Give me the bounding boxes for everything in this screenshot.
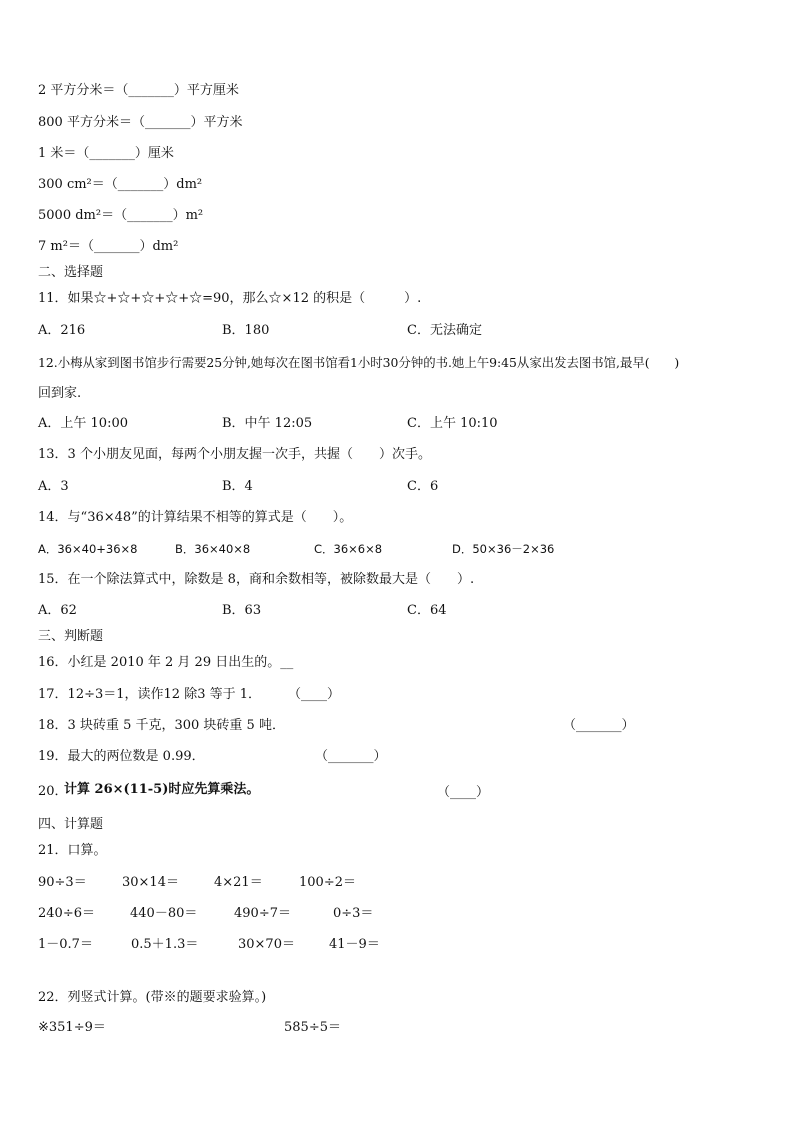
q18-answer-blank: （_______） bbox=[563, 718, 635, 733]
q11-option-b: B．180 bbox=[222, 323, 270, 338]
mental-math-item: 90÷3＝ bbox=[38, 875, 87, 890]
q14-option-a: A．36×40+36×8 bbox=[38, 542, 138, 556]
question-19: 19．最大的两位数是 0.99． bbox=[38, 749, 205, 764]
q20-answer-blank: （____） bbox=[437, 785, 490, 800]
question-12: 12.小梅从家到图书馆步行需要25分钟,她每次在图书馆看1小时30分钟的书.她上午9:45从家出发去图书馆,最早( ) bbox=[38, 355, 680, 370]
question-16: 16．小红是 2010 年 2 月 29 日出生的。__ bbox=[38, 655, 294, 670]
q12-option-b: B．中午 12:05 bbox=[222, 416, 313, 431]
q14-option-c: C．36×6×8 bbox=[314, 542, 383, 556]
question-21: 21．口算。 bbox=[38, 843, 107, 858]
conversion-item: 5000 dm²＝（_______）m² bbox=[38, 208, 204, 223]
q13-option-c: C．6 bbox=[407, 479, 439, 494]
mental-math-item: 30×70＝ bbox=[238, 937, 295, 952]
mental-math-item: 440－80＝ bbox=[130, 906, 198, 921]
section-heading-judge: 三、判断题 bbox=[38, 629, 104, 644]
question-17: 17．12÷3＝1，读作12 除3 等于 1． bbox=[38, 687, 261, 702]
q19-answer-blank: （_______） bbox=[315, 749, 387, 764]
mental-math-item: 4×21＝ bbox=[214, 875, 263, 890]
q12-option-a: A．上午 10:00 bbox=[38, 416, 128, 431]
conversion-item: 800 平方分米＝（_______）平方米 bbox=[38, 115, 243, 130]
mental-math-item: 30×14＝ bbox=[122, 875, 179, 890]
q15-option-a: A．62 bbox=[38, 603, 77, 618]
conversion-item: 2 平方分米＝（_______）平方厘米 bbox=[38, 83, 239, 98]
question-20-number: 20． bbox=[38, 784, 68, 799]
conversion-item: 1 米＝（_______）厘米 bbox=[38, 146, 174, 161]
question-22: 22．列竖式计算。(带※的题要求验算。) bbox=[38, 990, 267, 1005]
vertical-calc-item: ※351÷9＝ bbox=[38, 1020, 106, 1035]
mental-math-item: 490÷7＝ bbox=[234, 906, 291, 921]
question-11: 11．如果☆+☆+☆+☆+☆=90，那么☆×12 的积是（ ）. bbox=[38, 291, 422, 306]
q15-option-b: B．63 bbox=[222, 603, 262, 618]
q11-option-a: A．216 bbox=[38, 323, 86, 338]
mental-math-item: 240÷6＝ bbox=[38, 906, 95, 921]
section-heading-calc: 四、计算题 bbox=[38, 817, 104, 832]
q17-answer-blank: （____） bbox=[288, 687, 341, 702]
q14-option-b: B．36×40×8 bbox=[175, 542, 251, 556]
question-20: 计算 26×(11-5)时应先算乘法。 bbox=[64, 782, 260, 797]
mental-math-item: 41－9＝ bbox=[329, 937, 380, 952]
q11-option-c: C．无法确定 bbox=[407, 323, 482, 338]
question-13: 13．3 个小朋友见面，每两个小朋友握一次手，共握（ ）次手。 bbox=[38, 447, 431, 462]
mental-math-item: 0÷3＝ bbox=[333, 906, 374, 921]
q13-option-a: A．3 bbox=[38, 479, 69, 494]
q14-option-d: D．50×36－2×36 bbox=[452, 542, 555, 556]
q15-option-c: C．64 bbox=[407, 603, 447, 618]
conversion-item: 300 cm²＝（_______）dm² bbox=[38, 177, 203, 192]
q12-option-c: C．上午 10:10 bbox=[407, 416, 498, 431]
section-heading-choice: 二、选择题 bbox=[38, 265, 104, 280]
question-15: 15．在一个除法算式中，除数是 8，商和余数相等，被除数最大是（ ）. bbox=[38, 572, 475, 587]
conversion-item: 7 m²＝（_______）dm² bbox=[38, 239, 179, 254]
question-12-cont: 回到家. bbox=[38, 386, 82, 401]
vertical-calc-item: 585÷5＝ bbox=[284, 1020, 341, 1035]
mental-math-item: 100÷2＝ bbox=[299, 875, 356, 890]
q13-option-b: B．4 bbox=[222, 479, 253, 494]
mental-math-item: 0.5＋1.3＝ bbox=[131, 937, 199, 952]
question-18: 18．3 块砖重 5 千克，300 块砖重 5 吨． bbox=[38, 718, 285, 733]
mental-math-item: 1－0.7＝ bbox=[38, 937, 93, 952]
question-14: 14．与“36×48”的计算结果不相等的算式是（ ）。 bbox=[38, 510, 353, 525]
